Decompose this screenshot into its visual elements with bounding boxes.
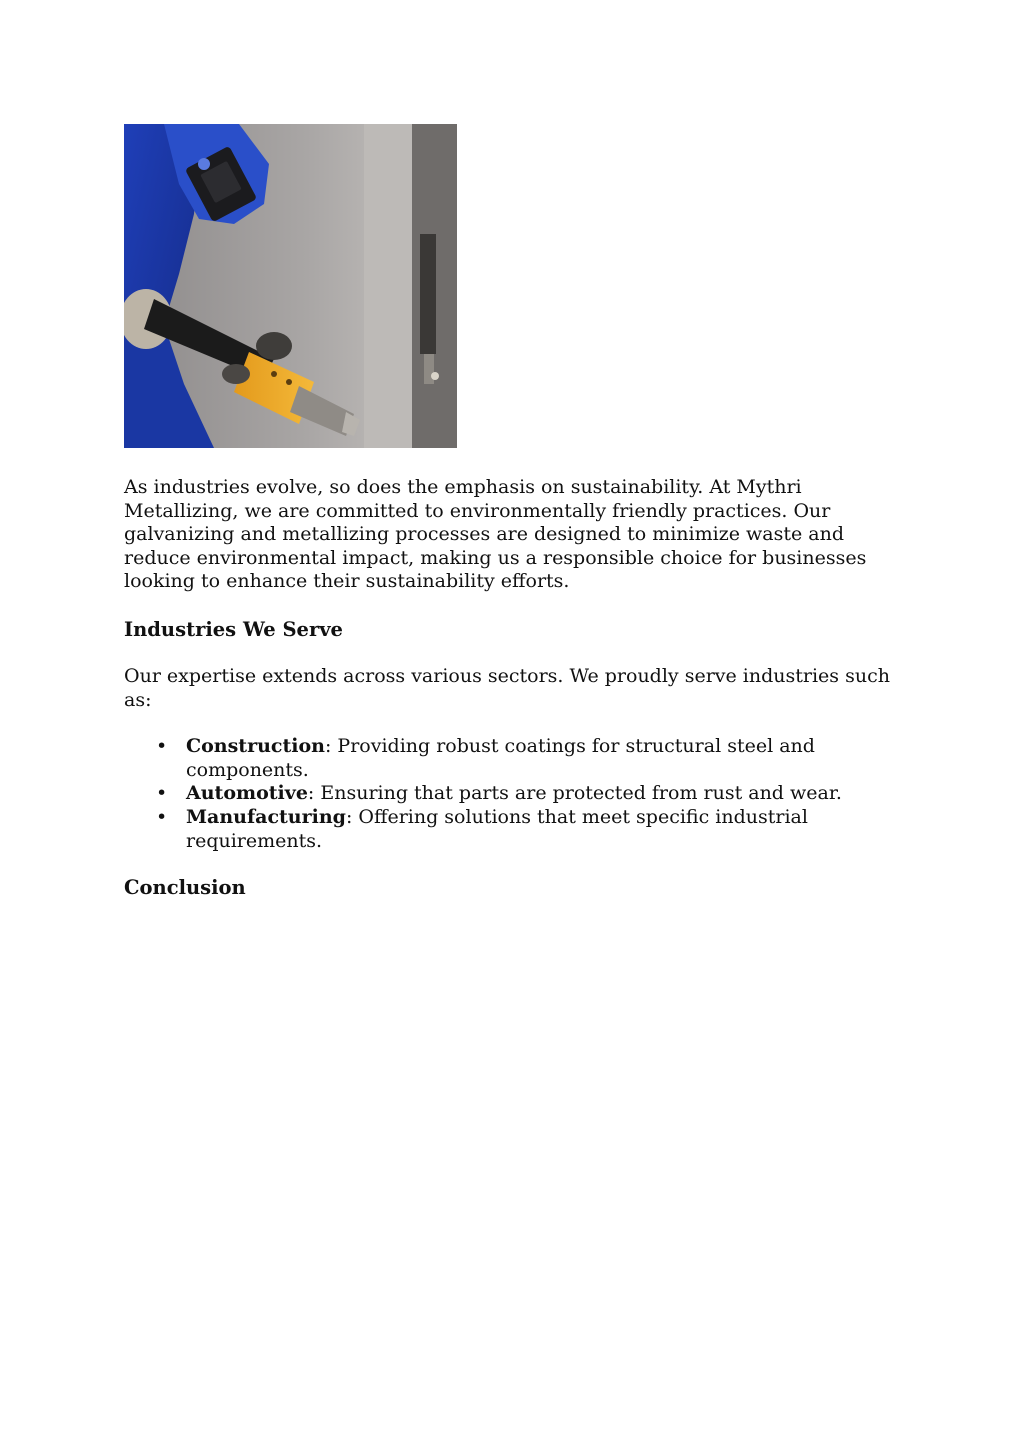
sustainability-paragraph: As industries evolve, so does the emphasis on sustainability. At Mythri Metallizing, we are committed to environmentally friendly practices. Our galvanizing and metallizing processes are designed to minimize waste and reduce environmental impact, making us a responsible choice for businesses looking to enhance their sustainability efforts. xyxy=(124,476,867,593)
industry-detail: : Offering solutions that meet specific industrial requirements. xyxy=(186,805,808,852)
industry-detail: : Providing robust coatings for structural steel and components. xyxy=(186,735,815,781)
industry-detail: : Ensuring that parts are protected from rust and wear. xyxy=(307,782,842,805)
list-item xyxy=(124,735,894,782)
bullet-icon: • xyxy=(156,805,168,828)
industries-heading: Industries We Serve xyxy=(124,617,343,641)
industry-name: Automotive xyxy=(186,782,308,805)
bullet-icon: • xyxy=(156,782,168,805)
industry-name: Manufacturing xyxy=(186,805,346,828)
worker-spray-gun-photo xyxy=(124,124,457,448)
list-item xyxy=(124,782,894,806)
bullet-icon: • xyxy=(156,735,168,758)
document-page xyxy=(124,124,894,900)
industries-intro: Our expertise extends across various sectors. We proudly serve industries such as: xyxy=(124,664,890,711)
list-item xyxy=(124,806,894,853)
industries-list xyxy=(124,735,894,853)
industry-name: Construction xyxy=(186,735,325,758)
conclusion-heading: Conclusion xyxy=(124,876,246,900)
